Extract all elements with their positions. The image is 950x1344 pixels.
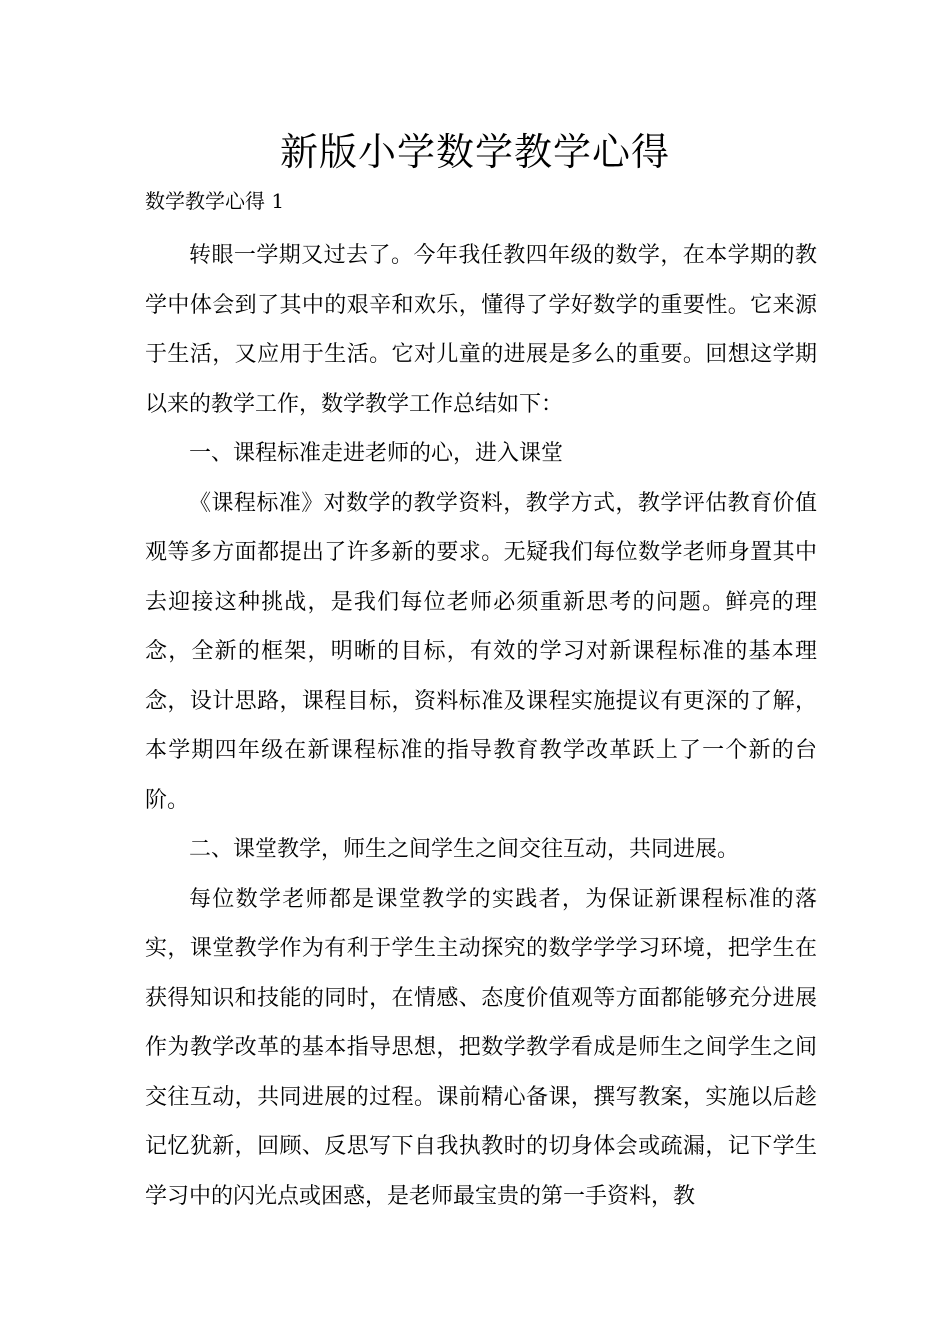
section-heading: 二、课堂教学，师生之间学生之间交往互动，共同进展。 xyxy=(189,837,740,862)
paragraph: 《课程标准》对数学的教学资料，教学方式，教学评估教育价值观等多方面都提出了许多新的要求。无疑我们每位数学老师身置其中去迎接这种挑战，是我们每位老师必须重新思考的问题。鲜亮的理念，全新的框架，明晰的目标，有效的学习对新课程标准的基本理念，设计思路，课程目标，资料标准及课程实施提议有更深的了解，本学期四年级在新课程标准的指导教育教学改革跃上了一个新的台阶。 xyxy=(145,490,817,813)
paragraph: 每位数学老师都是课堂教学的实践者，为保证新课程标准的落实，课堂教学作为有利于学生主动探究的数学学学习环境，把学生在获得知识和技能的同时，在情感、态度价值观等方面都能够充分进展作为教学改革的基本指导思想，把数学教学看成是师生之间学生之间交往互动，共同进展的过程。课前精心备课，撰写教案，实施以后趁记忆犹新，回顾、反思写下自我执教时的切身体会或疏漏，记下学生学习中的闪光点或困惑，是老师最宝贵的第一手资料，教 xyxy=(145,886,817,1209)
document-title: 新版小学数学教学心得 xyxy=(279,130,670,174)
document-body xyxy=(145,231,817,1221)
section-heading: 一、课程标准走进老师的心，进入课堂 xyxy=(189,441,564,466)
document-subtitle: 数学教学心得 1 xyxy=(145,189,285,213)
paragraph: 转眼一学期又过去了。今年我任教四年级的数学，在本学期的教学中体会到了其中的艰辛和欢乐，懂得了学好数学的重要性。它来源于生活，又应用于生活。它对儿童的进展是多么的重要。回想这学期以来的教学工作，数学教学工作总结如下： xyxy=(145,243,817,417)
